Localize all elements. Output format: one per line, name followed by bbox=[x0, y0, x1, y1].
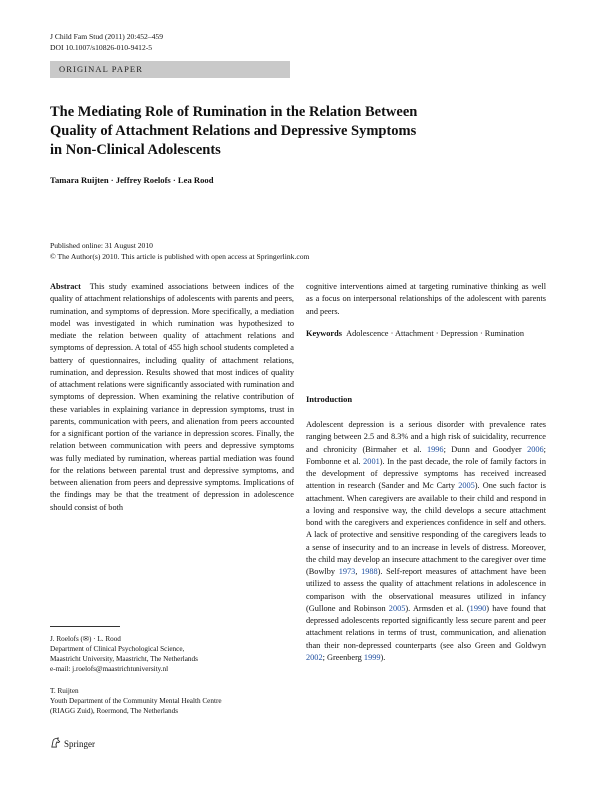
title-line: The Mediating Role of Rumination in the Relation Between bbox=[50, 104, 418, 120]
keywords-text: Adolescence · Attachment · Depression · Rumination bbox=[346, 328, 524, 338]
title-line: Quality of Attachment Relations and Depressive Symptoms bbox=[50, 123, 417, 139]
abstract-continued-block bbox=[306, 281, 546, 340]
introduction-text: ). One such factor is attachment. When caregivers are available to their child and respond in a loving and responsive way, the child develops a secure attachment bond with the caregivers and experiences confidence in self and others. A lack of protective and sensitive responding of the caregivers leads to a sense of insecurity and to an increase in levels of distress. Moreover, the child may develop an insecure attachment to the caregiver over time (Bowlby bbox=[306, 481, 546, 576]
publication-info bbox=[50, 240, 309, 262]
introduction-heading: Introduction bbox=[306, 394, 353, 404]
citation-year-link[interactable]: 2002 bbox=[306, 652, 323, 662]
citation-year-link[interactable]: 1988 bbox=[361, 567, 378, 576]
introduction-text: Adolescent depression is a serious disorder with prevalence rates ranging between 2.5 and 8.3% and a high risk of suicidality, recurrence and chronicity (Birmaher et al. bbox=[306, 420, 546, 454]
introduction-text: , bbox=[355, 567, 362, 576]
doi: DOI 10.1007/s10826-010-9412-5 bbox=[50, 43, 153, 52]
article-type-band bbox=[50, 61, 290, 78]
affiliation-department: Youth Department of the Community Mental Health Centre bbox=[50, 697, 222, 705]
article-type-label: ORIGINAL PAPER bbox=[59, 64, 143, 74]
affiliation-authors: J. Roelofs (✉) · L. Rood bbox=[50, 635, 121, 643]
affiliation-ruijten bbox=[50, 686, 222, 716]
publisher-name: Springer bbox=[64, 738, 95, 749]
introduction-text: ; Fombonne et al. bbox=[306, 444, 546, 466]
footnote-rule bbox=[50, 626, 120, 627]
keywords-heading: Keywords bbox=[306, 328, 342, 338]
affiliation-email[interactable]: e-mail: j.roelofs@maastrichtuniversity.nl bbox=[50, 665, 169, 673]
citation-year-link[interactable]: 2005 bbox=[458, 481, 475, 491]
affiliation-institution: Maastricht University, Maastricht, The Netherlands bbox=[50, 655, 198, 663]
journal-header bbox=[50, 31, 163, 53]
citation-year-link[interactable]: 2001 bbox=[363, 456, 380, 466]
article-title bbox=[50, 103, 520, 160]
introduction-text: ). bbox=[380, 652, 386, 662]
introduction-body bbox=[306, 419, 546, 664]
springer-logo bbox=[50, 737, 95, 750]
copyright-notice: © The Author(s) 2010. This article is published with open access at Springerlink.com bbox=[50, 252, 310, 261]
introduction-text: ). Armsden et al. ( bbox=[405, 603, 470, 613]
abstract bbox=[50, 281, 294, 514]
citation-year-link[interactable]: 2006 bbox=[527, 444, 544, 454]
citation-year-link[interactable]: 1996 bbox=[426, 444, 444, 454]
abstract-continued: cognitive interventions aimed at targeting ruminative thinking as well as a focus on interpersonal relationships of the adolescent with parents and peers. bbox=[306, 282, 546, 316]
abstract-heading: Abstract bbox=[50, 282, 81, 291]
title-line: in Non-Clinical Adolescents bbox=[50, 142, 221, 158]
citation-year-link[interactable]: 2005 bbox=[388, 603, 406, 613]
affiliation-department: Department of Clinical Psychological Science, bbox=[50, 645, 185, 653]
citation-year-link[interactable]: 1990 bbox=[469, 603, 487, 613]
abstract-text: This study examined associations between indices of the quality of attachment relationships of adolescents with parents and peers, rumination, and symptoms of depression. More specifically, a mediation model was investigated in which rumination was hypothesized to mediate the relation between quality of attachment relations and symptoms of depression. A total of 455 high school students completed a battery of questionnaires, including quality of attachment relations, rumination, and depression. Results showed that most indices of quality of attachment relations were significantly associated with rumination and symptoms of depression. When examining the relative contribution of these variables in explaining variance in depression symptoms, trust in parents, communication with peers, and alienation from peers accounted for a significant portion of the variance in depression scores. Finally, the relation between communication with peers and depressive symptoms was fully mediated by rumination, whereas partial mediation was found for the relations between parental trust and depressive symptoms, and between alienation from peers and depressive symptoms. Implications of the findings may be that the treatment of depression in adolescence should consist of both bbox=[50, 282, 294, 512]
introduction-text: ; Greenberg bbox=[322, 652, 364, 662]
introduction-text: ) have found that depressed adolescents reported significantly less secure parent and peer attachment relations in terms of trust, communication, and alienation than their non-depressed counterparts (see also Green and Goldwyn bbox=[306, 603, 546, 650]
springer-horse-icon bbox=[50, 737, 61, 750]
affiliation-author: T. Ruijten bbox=[50, 687, 79, 695]
citation-year-link[interactable]: 1999 bbox=[363, 652, 381, 662]
introduction-paragraph bbox=[306, 419, 546, 664]
citation-year-link[interactable]: 1973 bbox=[338, 567, 356, 576]
affiliation-institution: (RIAGG Zuid), Roermond, The Netherlands bbox=[50, 707, 179, 715]
affiliation-roelofs-rood bbox=[50, 634, 198, 674]
published-date: Published online: 31 August 2010 bbox=[50, 241, 153, 250]
introduction-text: ; Dunn and Goodyer bbox=[443, 444, 528, 454]
introduction-text: ). In the past decade, the role of family factors in the development of depressive symptoms has received increased attention in research (Sander and Mc Carty bbox=[306, 456, 547, 491]
introduction-text: ). Self-report measures of attachment have been utilized to assess the quality of attachment relations in adolescence in comparison with the observational measures utilized in infancy (Gullone and Robinson bbox=[306, 567, 546, 613]
journal-citation: J Child Fam Stud (2011) 20:452–459 bbox=[50, 32, 163, 41]
author-list: Tamara Ruijten · Jeffrey Roelofs · Lea Rood bbox=[50, 175, 214, 185]
keywords bbox=[306, 328, 546, 340]
